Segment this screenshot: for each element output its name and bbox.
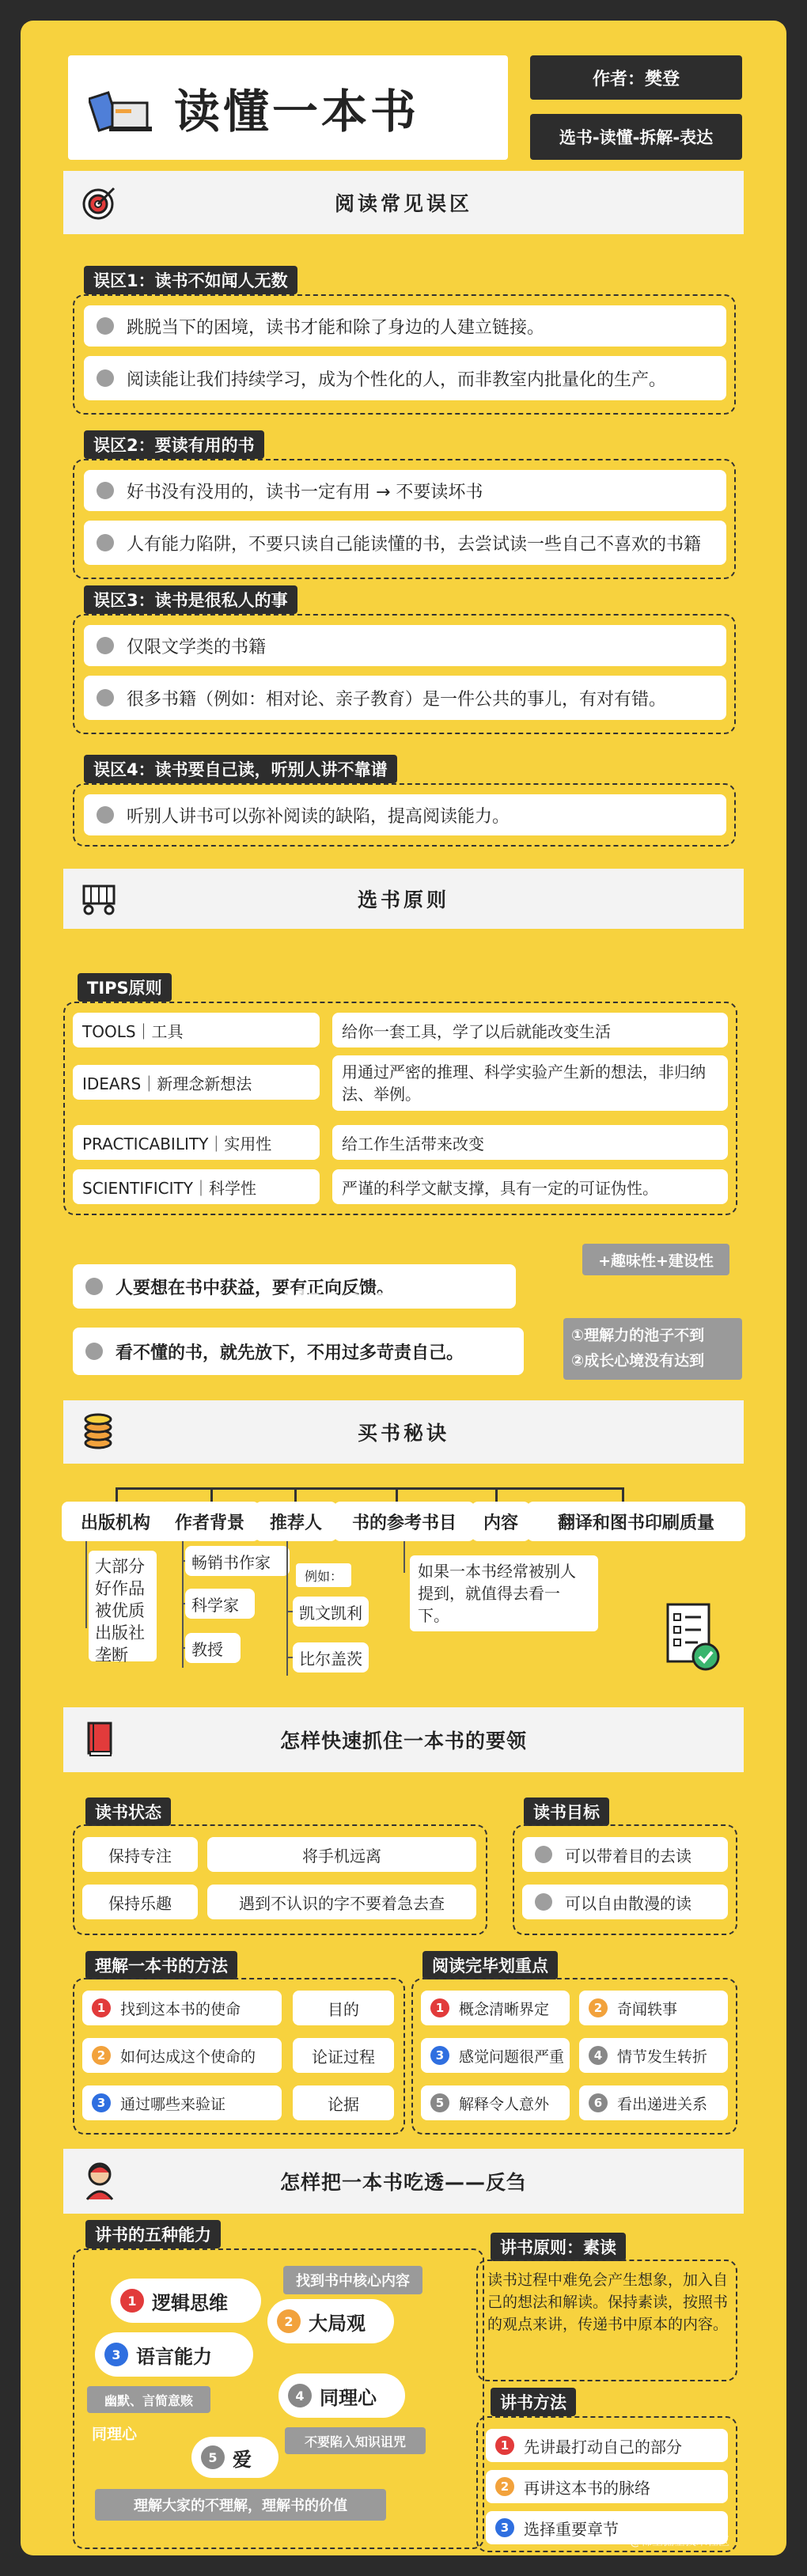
method-text: 选择重要章节 bbox=[524, 2519, 619, 2539]
section-buy-books-header bbox=[63, 1400, 744, 1464]
publisher-note-line: 出版社 bbox=[95, 1623, 145, 1642]
bullet-icon bbox=[85, 1343, 103, 1360]
method-text: 如何达成这个使命的 bbox=[120, 2048, 256, 2066]
principle-tag: 讲书原则：素读 bbox=[491, 2233, 626, 2261]
corner-watermark: @稀土掘金技术社区 bbox=[630, 2536, 729, 2548]
page-title: 读懂一本书 bbox=[174, 85, 420, 138]
method-text: 先讲最打动自己的部分 bbox=[524, 2437, 682, 2457]
highlight-item bbox=[421, 2038, 570, 2073]
number-badge: 1 bbox=[120, 2289, 144, 2313]
state-value: 将手机远离 bbox=[207, 1837, 476, 1872]
highlight-item bbox=[579, 1991, 728, 2025]
bullet-icon bbox=[97, 534, 114, 551]
section-title: 阅读常见误区 bbox=[334, 192, 472, 215]
misconception-3-tag: 误区3：读书是很私人的事 bbox=[84, 585, 297, 614]
section-title: 怎样把一本书吃透——反刍 bbox=[279, 2171, 527, 2194]
publisher-note bbox=[89, 1551, 157, 1665]
section-title: 选书原则 bbox=[357, 888, 449, 911]
method-item bbox=[82, 2038, 282, 2073]
tree-line bbox=[286, 1541, 288, 1676]
ability-text: 语言能力 bbox=[136, 2345, 212, 2368]
recommender-item: 凯文凯利 bbox=[293, 1597, 369, 1627]
category-author: 作者背景 bbox=[160, 1502, 260, 1541]
ability-text: 逻辑思维 bbox=[152, 2291, 228, 2314]
reading-state-tag: 读书状态 bbox=[85, 1798, 171, 1826]
list-item bbox=[84, 794, 726, 835]
publisher-note-line: 垄断 bbox=[95, 1646, 128, 1665]
note-knowledge-curse: 不要陷入知识诅咒 bbox=[285, 2427, 426, 2454]
misconception-2-tag: 误区2：要读有用的书 bbox=[84, 430, 264, 459]
bubble-fun: +趣味性+建设性 bbox=[582, 1244, 729, 1275]
highlight-text: 情节发生转折 bbox=[617, 2048, 708, 2066]
bubble-reason-1: ①理解力的池子不到 bbox=[571, 1327, 705, 1344]
list-item bbox=[84, 625, 726, 666]
highlight-text: 感觉问题很严重 bbox=[459, 2048, 565, 2066]
state-key: 保持乐趣 bbox=[82, 1885, 198, 1919]
section-title: 怎样快速抓住一本书的要领 bbox=[279, 1729, 527, 1752]
bullet-icon bbox=[535, 1893, 552, 1911]
bullet-icon bbox=[97, 482, 114, 499]
author-item: 畅销书作家 bbox=[185, 1546, 290, 1576]
section-choose-books-header bbox=[63, 869, 744, 929]
tips-key-text: TOOLS｜工具 bbox=[82, 1021, 184, 1041]
number-badge: 5 bbox=[201, 2445, 225, 2469]
section-rumination-header bbox=[63, 2149, 744, 2214]
highlight-item bbox=[421, 1991, 570, 2025]
method-item bbox=[82, 1991, 282, 2025]
author-item: 科学家 bbox=[185, 1589, 255, 1619]
list-item-text: 人有能力陷阱，不要只读自己能读懂的书，去尝试读一些自己不喜欢的书籍 bbox=[127, 534, 702, 555]
references-note: 如果一本书经常被别人提到，就值得去看一下。 bbox=[410, 1555, 598, 1631]
target-icon bbox=[81, 184, 119, 222]
list-item bbox=[84, 521, 726, 565]
publisher-note-line: 被优质 bbox=[95, 1601, 145, 1620]
number-badge: 4 bbox=[589, 2046, 608, 2065]
tips-key-text: IDEARS｜新理念新想法 bbox=[82, 1074, 252, 1093]
tree-line bbox=[116, 1487, 622, 1490]
speaking-method-item bbox=[486, 2429, 728, 2462]
goal-item-text: 可以带着目的去读 bbox=[565, 1846, 691, 1866]
books-icon bbox=[89, 79, 155, 136]
tips-key-text: SCIENTIFICITY｜科学性 bbox=[82, 1178, 256, 1198]
checklist-icon bbox=[661, 1600, 723, 1673]
method-value: 目的 bbox=[293, 1991, 394, 2025]
highlight-item bbox=[579, 2038, 728, 2073]
number-badge: 3 bbox=[430, 2046, 449, 2065]
tips-value bbox=[332, 1169, 728, 1204]
bullet-icon bbox=[97, 806, 114, 824]
bullet-icon bbox=[97, 369, 114, 387]
dont-force-item bbox=[73, 1328, 524, 1375]
bullet-icon bbox=[85, 1278, 103, 1295]
ability-text: 爱 bbox=[233, 2448, 252, 2471]
tips-key bbox=[73, 1125, 320, 1160]
method-text: 再讲这本书的脉络 bbox=[524, 2478, 650, 2498]
list-item-text: 很多书籍（例如：相对论、亲子教育）是一件公共的事儿，有对有错。 bbox=[127, 689, 667, 710]
list-item bbox=[84, 305, 726, 347]
method-item bbox=[82, 2085, 282, 2120]
infographic-page bbox=[21, 21, 786, 2555]
section-misconceptions-header bbox=[63, 171, 744, 234]
understand-method-tag: 理解一本书的方法 bbox=[85, 1951, 237, 1979]
list-item-text: 好书没有没用的，读书一定有用 → 不要读坏书 bbox=[127, 482, 483, 502]
list-item-text: 人要想在书中获益，要有正向反馈。 bbox=[116, 1278, 395, 1298]
title-card bbox=[68, 55, 508, 160]
tips-value-text: 给你一套工具，学了以后就能改变生活 bbox=[342, 1021, 611, 1041]
list-item bbox=[84, 676, 726, 720]
highlights-tag: 阅读完毕划重点 bbox=[422, 1951, 558, 1979]
highlight-text: 奇闻轶事 bbox=[617, 2000, 678, 2018]
section-grasp-essentials-header bbox=[63, 1707, 744, 1772]
state-key: 保持专注 bbox=[82, 1837, 198, 1872]
recommender-example: 例如： bbox=[296, 1563, 351, 1587]
category-translation: 翻译和图书印刷质量 bbox=[527, 1502, 745, 1541]
tips-key-text: PRACTICABILITY｜实用性 bbox=[82, 1134, 272, 1154]
list-item bbox=[84, 470, 726, 511]
number-badge: 1 bbox=[92, 1998, 111, 2017]
tree-line bbox=[404, 1541, 405, 1573]
ability-text: 同理心 bbox=[320, 2386, 377, 2409]
tips-value-text: 用通过严密的推理、科学实验产生新的想法，非归纳法、举例。 bbox=[342, 1063, 706, 1104]
bullet-icon bbox=[97, 317, 114, 335]
number-badge: 4 bbox=[288, 2384, 312, 2407]
ability-logic bbox=[111, 2279, 261, 2323]
principle-text: 读书过程中难免会产生想象，加入自己的想法和解读。保持素读，按照书的观点来讲，传递书中原本的内容。 bbox=[487, 2271, 729, 2333]
method-text: 通过哪些来验证 bbox=[120, 2095, 226, 2113]
highlight-text: 解释令人意外 bbox=[459, 2095, 550, 2113]
abilities-tag: 讲书的五种能力 bbox=[85, 2220, 221, 2248]
ability-love bbox=[191, 2437, 278, 2478]
speaking-method-item bbox=[486, 2470, 728, 2503]
category-publisher: 出版机构 bbox=[62, 1502, 169, 1541]
method-value: 论据 bbox=[293, 2085, 394, 2120]
ability-empathy bbox=[278, 2373, 405, 2418]
recommender-item: 比尔盖茨 bbox=[293, 1642, 369, 1673]
goal-item bbox=[522, 1837, 728, 1872]
watermark-text: Mac.orsoon.com bbox=[282, 1285, 501, 1313]
bullet-icon bbox=[97, 637, 114, 654]
number-badge: 2 bbox=[277, 2309, 301, 2333]
category-content: 内容 bbox=[472, 1502, 530, 1541]
publisher-note-line: 好作品 bbox=[95, 1579, 145, 1598]
number-badge: 3 bbox=[495, 2518, 514, 2537]
tips-tag: TIPS原则 bbox=[78, 973, 172, 1002]
goal-item-text: 可以自由散漫的读 bbox=[565, 1893, 691, 1913]
highlight-item bbox=[421, 2085, 570, 2120]
number-badge: 2 bbox=[589, 1998, 608, 2017]
goal-item bbox=[522, 1885, 728, 1919]
ability-language bbox=[95, 2332, 253, 2377]
note-core-content: 找到书中核心内容 bbox=[283, 2266, 422, 2294]
method-text: 找到这本书的使命 bbox=[120, 2000, 241, 2018]
tips-key bbox=[73, 1065, 320, 1100]
highlight-text: 看出递进关系 bbox=[617, 2095, 708, 2113]
category-recommender: 推荐人 bbox=[255, 1502, 337, 1541]
tree-line bbox=[85, 1541, 87, 1628]
section-title: 买书秘诀 bbox=[357, 1422, 449, 1445]
note-understand-others: 理解大家的不理解，理解书的价值 bbox=[95, 2489, 386, 2521]
number-badge: 1 bbox=[430, 1998, 449, 2017]
tips-value bbox=[332, 1125, 728, 1160]
bullet-icon bbox=[535, 1846, 552, 1863]
list-item-text: 看不懂的书，就先放下，不用过多苛责自己。 bbox=[116, 1343, 464, 1363]
bullet-icon bbox=[97, 689, 114, 707]
tips-value bbox=[332, 1055, 728, 1111]
misconception-1-tag: 误区1：读书不如闻人无数 bbox=[84, 266, 297, 294]
person-icon bbox=[82, 2160, 117, 2201]
highlight-text: 概念清晰界定 bbox=[459, 2000, 550, 2018]
tips-key bbox=[73, 1013, 320, 1047]
highlight-item bbox=[579, 2085, 728, 2120]
author-item: 教授 bbox=[185, 1633, 241, 1663]
author-label: 作者：樊登 bbox=[530, 55, 742, 100]
bubble-reason-2: ②成长心境没有达到 bbox=[571, 1352, 705, 1369]
number-badge: 1 bbox=[495, 2436, 514, 2455]
ability-big-picture bbox=[267, 2299, 394, 2343]
book-icon bbox=[84, 1720, 116, 1758]
number-badge: 3 bbox=[92, 2093, 111, 2112]
reading-goal-tag: 读书目标 bbox=[524, 1798, 609, 1826]
number-badge: 6 bbox=[589, 2093, 608, 2112]
state-value: 遇到不认识的字不要着急去查 bbox=[207, 1885, 476, 1919]
tips-key bbox=[73, 1169, 320, 1204]
tips-value-text: 给工作生活带来改变 bbox=[342, 1134, 484, 1154]
publisher-note-line: 大部分 bbox=[95, 1557, 145, 1576]
ability-text: 大局观 bbox=[309, 2312, 366, 2335]
list-item bbox=[84, 356, 726, 400]
list-item-text: 仅限文学类的书籍 bbox=[127, 637, 267, 657]
number-badge: 2 bbox=[92, 2046, 111, 2065]
list-item-text: 听别人讲书可以弥补阅读的缺陷，提高阅读能力。 bbox=[127, 806, 510, 827]
tips-value-text: 严谨的科学文献支撑，具有一定的可证伪性。 bbox=[342, 1178, 658, 1198]
misconception-4-tag: 误区4：读书要自己读，听别人讲不靠谱 bbox=[84, 755, 397, 783]
tips-value bbox=[332, 1013, 728, 1047]
number-badge: 5 bbox=[430, 2093, 449, 2112]
number-badge: 2 bbox=[495, 2477, 514, 2496]
method-tag: 讲书方法 bbox=[491, 2388, 576, 2416]
category-references: 书的参考书目 bbox=[334, 1502, 475, 1541]
cart-icon bbox=[79, 881, 120, 916]
note-empathy: 同理心 bbox=[92, 2426, 138, 2443]
method-value: 论证过程 bbox=[293, 2038, 394, 2073]
list-item-text: 跳脱当下的困境，读书才能和除了身边的人建立链接。 bbox=[127, 317, 545, 338]
coins-icon bbox=[81, 1411, 116, 1451]
list-item-text: 阅读能让我们持续学习，成为个性化的人，而非教室内批量化的生产。 bbox=[127, 369, 667, 390]
subtitle-label: 选书-读懂-拆解-表达 bbox=[530, 114, 742, 160]
number-badge: 3 bbox=[104, 2343, 128, 2366]
bubble-reasons bbox=[563, 1318, 742, 1380]
note-humor: 幽默、言简意赅 bbox=[87, 2386, 210, 2413]
